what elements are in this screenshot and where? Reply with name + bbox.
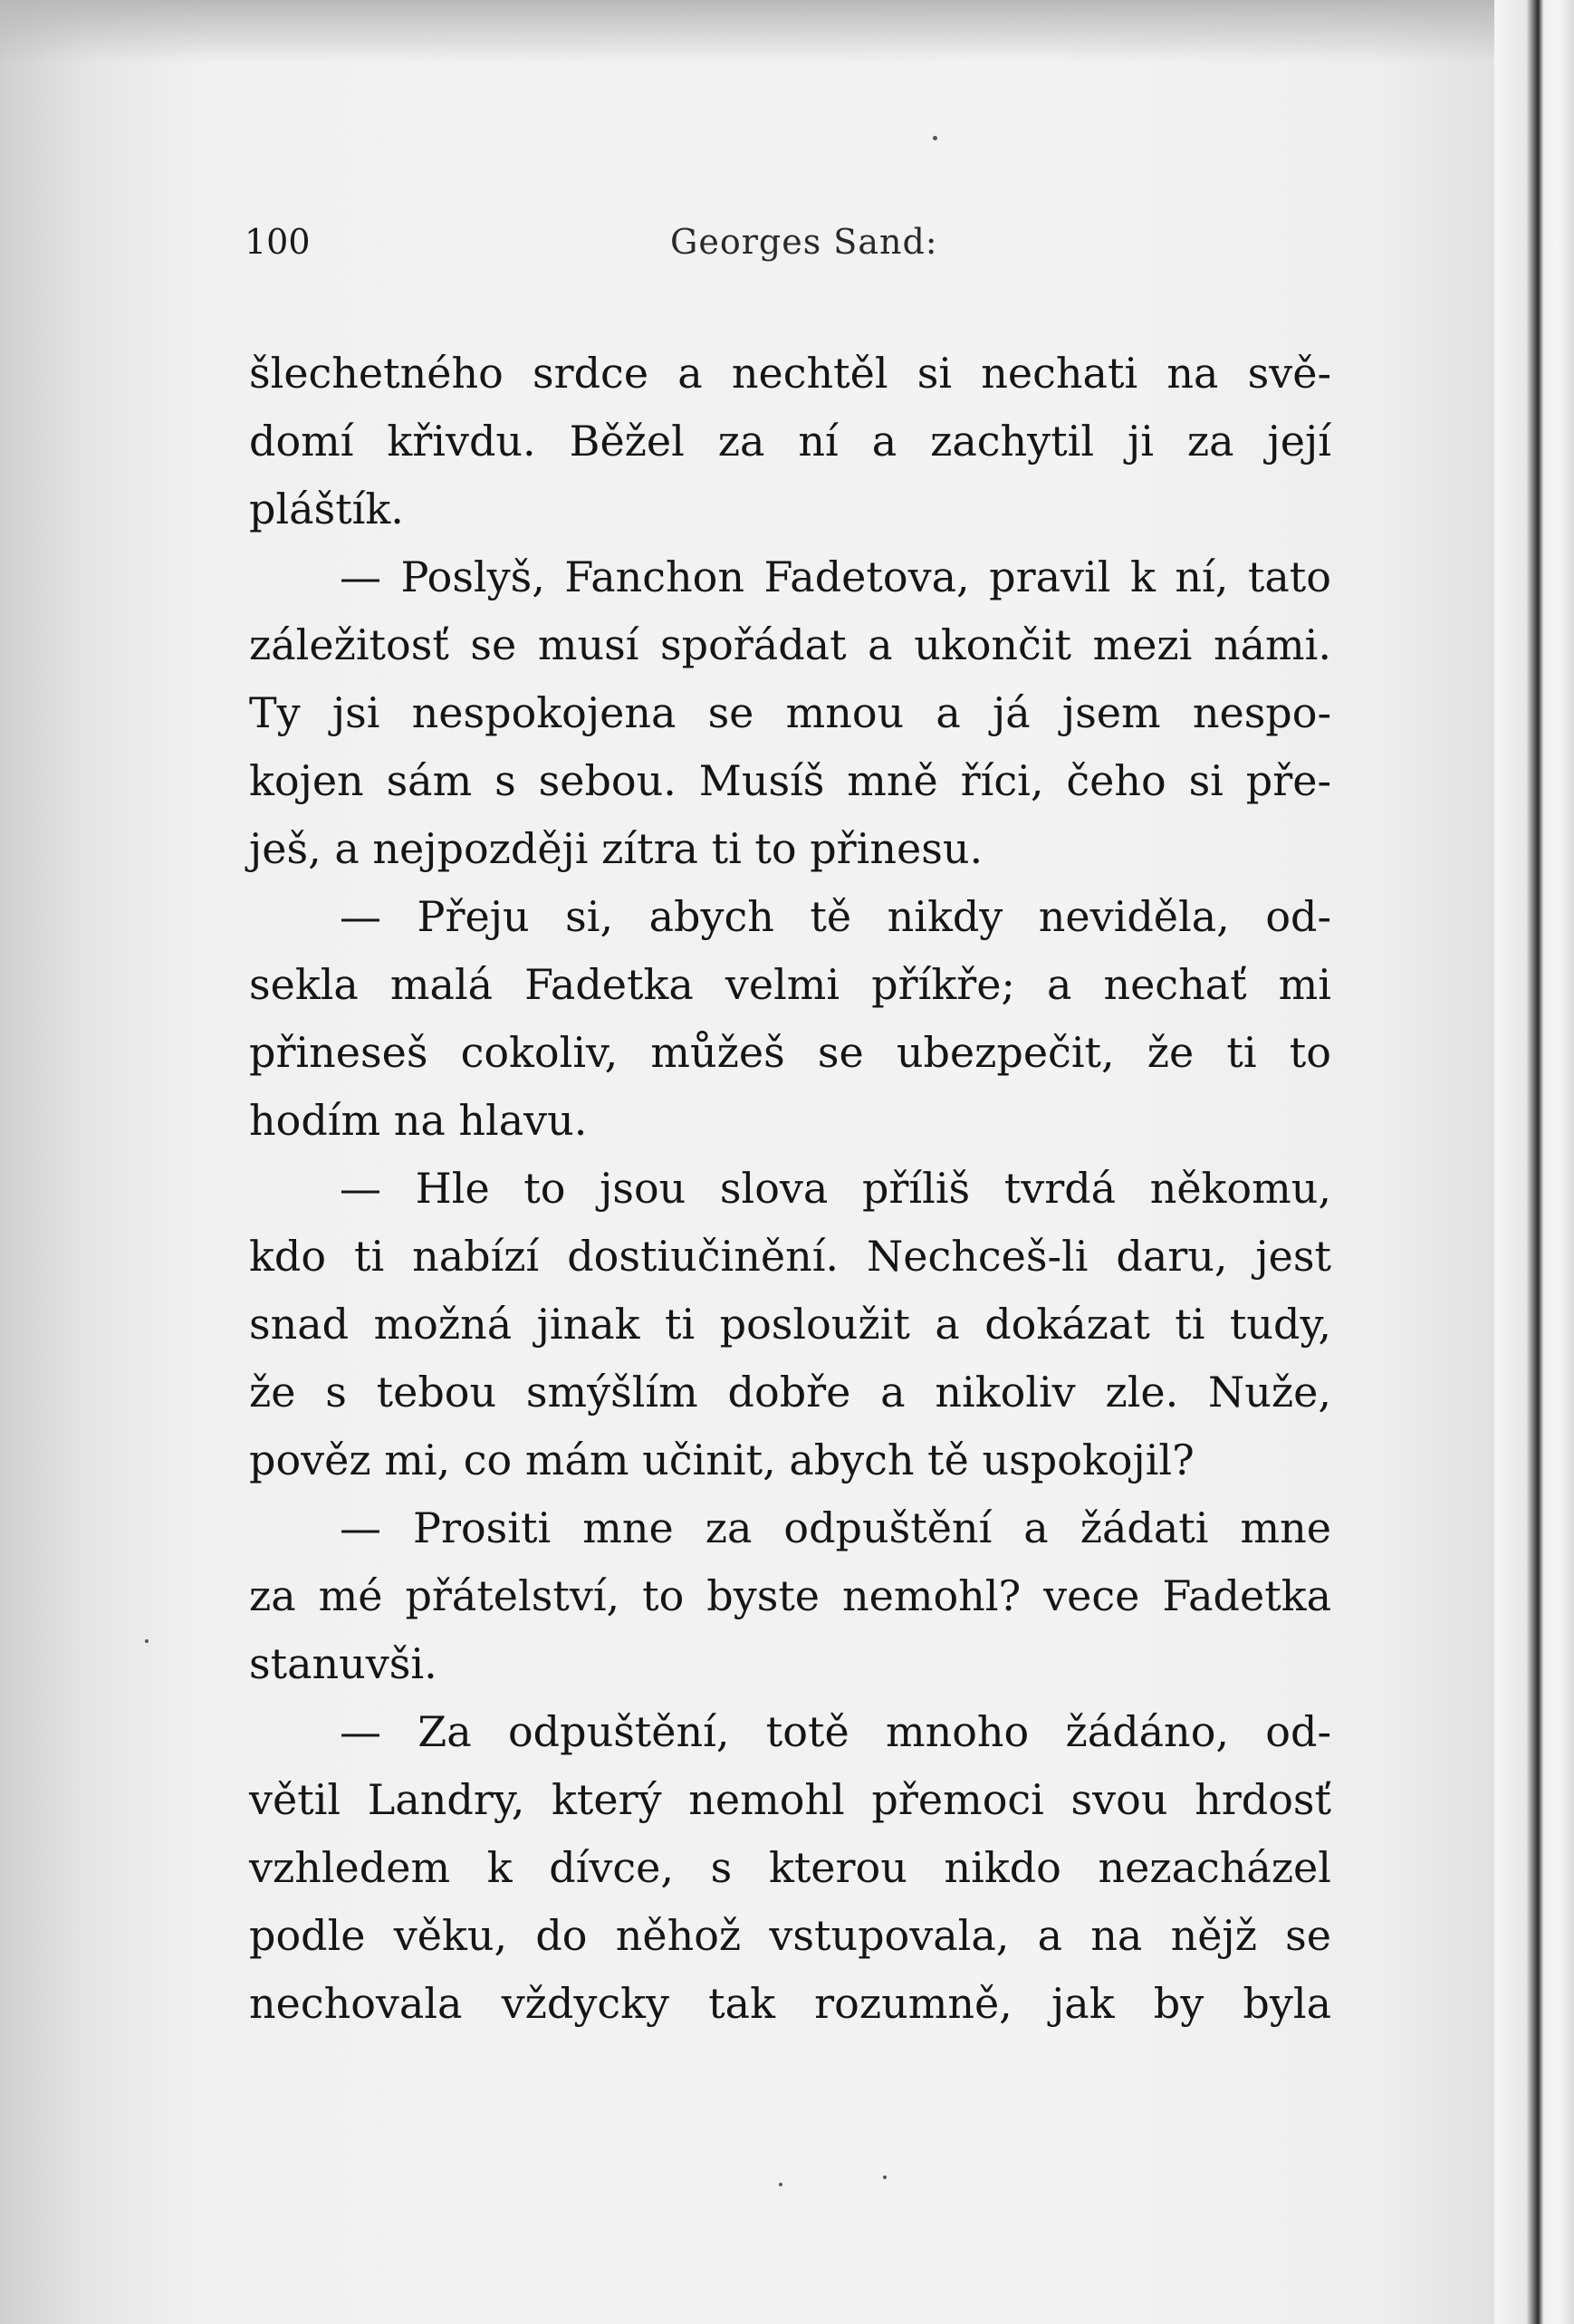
- text-line: podle věku, do něhož vstupovala, a na nějž se: [249, 1911, 1331, 1960]
- text-line: pověz mi, co mám učinit, abych tě uspokojil?: [249, 1436, 1195, 1484]
- text-line: snad možná jinak ti posloužit a dokázat ti tudy,: [249, 1300, 1331, 1349]
- paper-speck: [145, 1639, 149, 1643]
- text-line: stanuvši.: [249, 1639, 437, 1688]
- text-line: přineseš cokoliv, můžeš se ubezpečit, že ti to: [249, 1028, 1331, 1077]
- text-line: za mé přátelství, to byste nemohl? vece Fadetka: [249, 1571, 1331, 1620]
- text-line: — Hle to jsou slova příliš tvrdá někomu,: [340, 1164, 1331, 1213]
- text-line: kojen sám s sebou. Musíš mně říci, čeho si pře-: [249, 756, 1331, 805]
- text-line: — Přeju si, abych tě nikdy neviděla, od-: [340, 892, 1331, 941]
- page-number: 100: [245, 222, 311, 262]
- paper-speck: [883, 2175, 887, 2179]
- text-line: větil Landry, který nemohl přemoci svou hrdosť: [249, 1775, 1331, 1824]
- text-line: pláštík.: [249, 485, 404, 533]
- text-line: hodím na hlavu.: [249, 1096, 588, 1145]
- text-line: že s tebou smýšlím dobře a nikoliv zle. Nuže,: [249, 1368, 1331, 1416]
- text-line: — Za odpuštění, totě mnoho žádáno, od-: [340, 1707, 1331, 1756]
- text-line: šlechetného srdce a nechtěl si nechati na svě-: [249, 349, 1331, 398]
- paper-speck: [779, 2183, 782, 2186]
- paper-speck: [933, 136, 937, 140]
- text-line: záležitosť se musí spořádat a ukončit mezi námi.: [249, 620, 1331, 669]
- text-line: domí křivdu. Běžel za ní a zachytil ji za její: [249, 417, 1331, 466]
- text-line: nechovala vždycky tak rozumně, jak by byla: [249, 1979, 1331, 2028]
- text-line: vzhledem k dívce, s kterou nikdo nezacházel: [249, 1843, 1331, 1892]
- book-gutter: [1494, 0, 1574, 2324]
- text-line: — Poslyš, Fanchon Fadetova, pravil k ní, tato: [340, 552, 1331, 601]
- running-head: Georges Sand:: [670, 222, 938, 262]
- text-line: — Prositi mne za odpuštění a žádati mne: [340, 1503, 1331, 1552]
- text-line: Ty jsi nespokojena se mnou a já jsem nespo-: [249, 688, 1331, 737]
- body-text: [249, 340, 1331, 2038]
- text-line: kdo ti nabízí dostiučinění. Nechceš-li daru, jest: [249, 1232, 1331, 1281]
- text-line: ješ, a nejpozději zítra ti to přinesu.: [249, 824, 984, 873]
- text-line: sekla malá Fadetka velmi příkře; a nechať mi: [249, 960, 1331, 1009]
